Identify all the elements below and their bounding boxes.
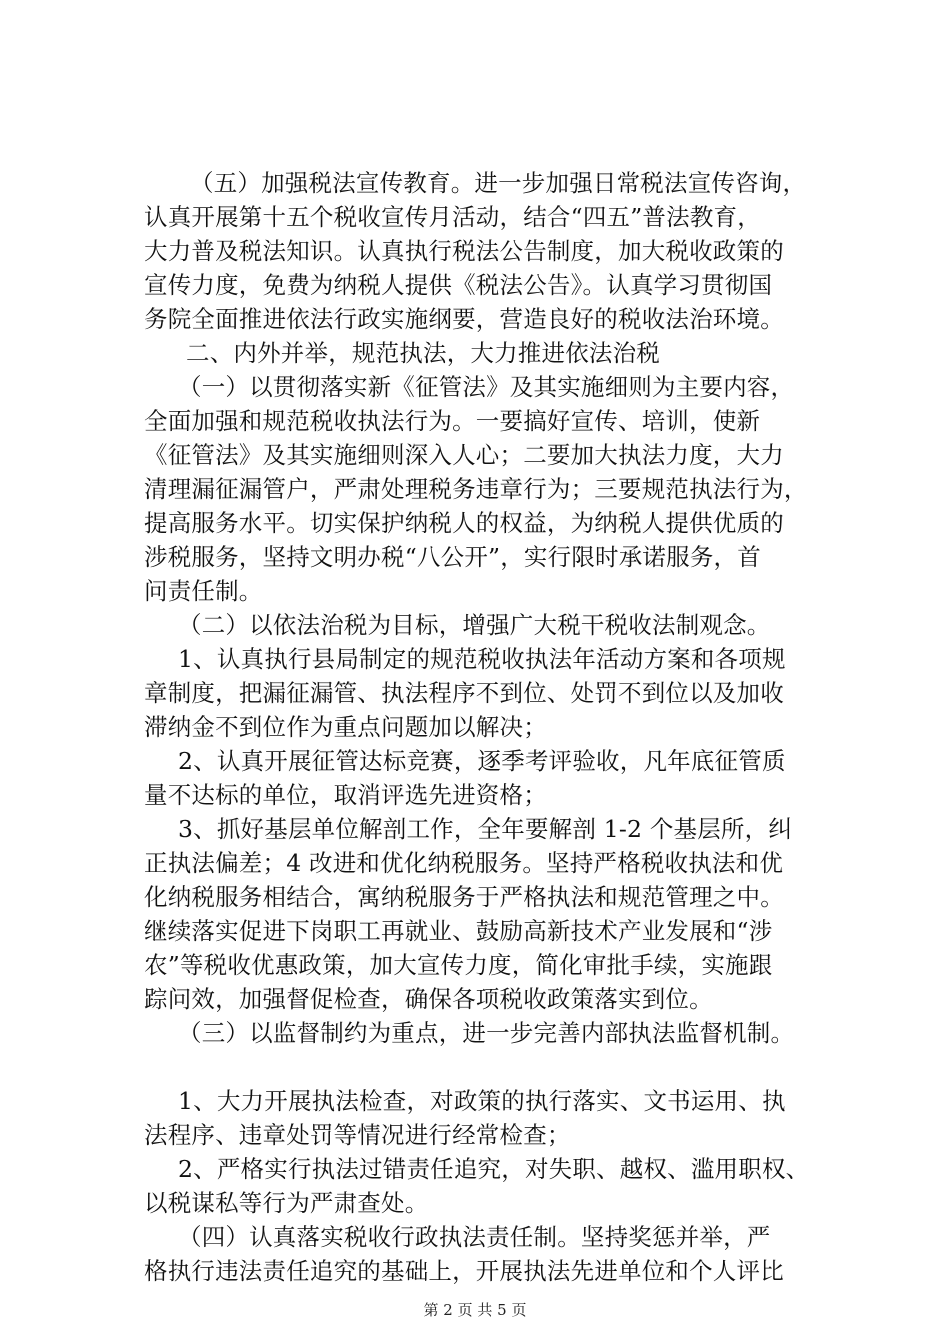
- text-line: 化纳税服务相结合，寓纳税服务于严格执法和规范管理之中。: [144, 883, 784, 911]
- text-line: 清理漏征漏管户，严肃处理税务违章行为；三要规范执法行为，: [144, 475, 808, 503]
- text-line: 2、认真开展征管达标竞赛，逐季考评验收，凡年底征管质: [178, 747, 786, 775]
- text-line: 格执行违法责任追究的基础上，开展执法先进单位和个人评比: [144, 1257, 784, 1285]
- page-number: 第 2 页 共 5 页: [423, 1301, 527, 1319]
- text-line: 《征管法》及其实施细则深入人心；二要加大执法力度，大力: [144, 441, 784, 469]
- text-line: 提高服务水平。切实保护纳税人的权益，为纳税人提供优质的: [144, 509, 784, 537]
- text-line: （三）以监督制约为重点，进一步完善内部执法监督机制。: [178, 1019, 795, 1047]
- text-line: （一）以贯彻落实新《征管法》及其实施细则为主要内容，: [178, 373, 795, 401]
- text-line: 农”等税收优惠政策，加大宣传力度，简化审批手续，实施跟: [144, 951, 773, 979]
- text-line: 继续落实促进下岗职工再就业、鼓励高新技术产业发展和“涉: [144, 917, 773, 945]
- text-line: 3、抓好基层单位解剖工作，全年要解剖 1-2 个基层所，纠: [178, 815, 793, 843]
- text-line: 1、大力开展执法检查，对政策的执行落实、文书运用、执: [178, 1087, 786, 1115]
- section-heading: 二、内外并举，规范执法，大力推进依法治税: [186, 339, 660, 367]
- text-line: 踪问效，加强督促检查，确保各项税收政策落实到位。: [144, 985, 713, 1013]
- text-line: 1、认真执行县局制定的规范税收执法年活动方案和各项规: [178, 645, 786, 673]
- text-line: （五）加强税法宣传教育。进一步加强日常税法宣传咨询，: [190, 169, 807, 197]
- text-line: 宣传力度，免费为纳税人提供《税法公告》。认真学习贯彻国: [144, 271, 773, 299]
- text-line: （二）以依法治税为目标，增强广大税干税收法制观念。: [178, 611, 771, 639]
- text-line: 以税谋私等行为严肃查处。: [144, 1189, 429, 1217]
- text-line: （四）认真落实税收行政执法责任制。坚持奖惩并举，严: [178, 1223, 771, 1251]
- text-line: 务院全面推进依法行政实施纲要，营造良好的税收法治环境。: [144, 305, 784, 333]
- text-line: 问责任制。: [144, 577, 263, 605]
- text-line: 大力普及税法知识。认真执行税法公告制度，加大税收政策的: [144, 237, 784, 265]
- text-line: 认真开展第十五个税收宣传月活动，结合“四五”普法教育，: [144, 203, 761, 231]
- text-line: 2、严格实行执法过错责任追究，对失职、越权、滥用职权、: [178, 1155, 810, 1183]
- text-line: 法程序、违章处罚等情况进行经常检查；: [144, 1121, 571, 1149]
- text-line: 章制度，把漏征漏管、执法程序不到位、处罚不到位以及加收: [144, 679, 784, 707]
- text-line: 涉税服务，坚持文明办税“八公开”，实行限时承诺服务，首: [144, 543, 761, 571]
- text-line: 全面加强和规范税收执法行为。一要搞好宣传、培训，使新: [144, 407, 761, 435]
- text-line: 量不达标的单位，取消评选先进资格；: [144, 781, 547, 809]
- text-line: 正执法偏差；4 改进和优化纳税服务。坚持严格税收执法和优: [144, 849, 784, 877]
- text-line: 滞纳金不到位作为重点问题加以解决；: [144, 713, 547, 741]
